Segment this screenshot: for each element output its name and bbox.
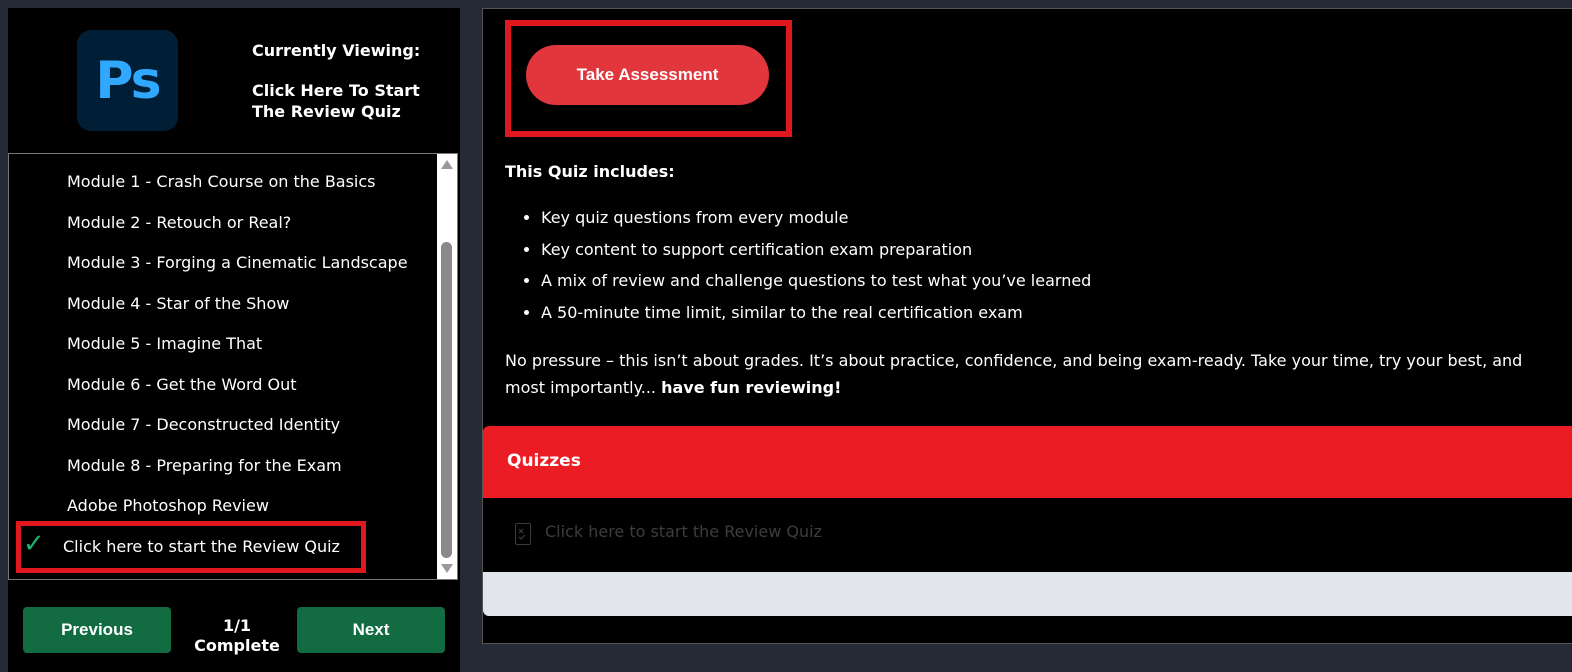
photoshop-logo-icon [77, 30, 178, 131]
module-list-scrollbar[interactable] [437, 154, 457, 579]
progress-status: Complete [194, 636, 280, 655]
list-item: • Key content to support certification exam preparation [541, 240, 1091, 272]
quiz-description [505, 347, 1565, 401]
sidebar-header [8, 8, 460, 153]
progress-count: 1/1 [222, 616, 252, 635]
quiz-list-footer [483, 572, 1572, 616]
description-text: No pressure – this isn’t about grades. It’s about practice, confidence, and being exam-ready. Take your time, try your best, and most importantly... [505, 351, 1523, 397]
module-item-3[interactable]: Module 3 - Forging a Cinematic Landscape [67, 253, 408, 272]
current-lesson-title: Click Here To Start The Review Quiz [252, 81, 420, 121]
scroll-up-arrow-icon[interactable] [441, 160, 453, 169]
currently-viewing-label: Currently Viewing: [252, 41, 421, 60]
module-item-6[interactable]: Module 6 - Get the Word Out [67, 375, 297, 394]
module-item-1[interactable]: Module 1 - Crash Course on the Basics [67, 172, 376, 191]
scroll-thumb[interactable] [441, 242, 452, 558]
checkmark-icon: ✓ [23, 529, 45, 559]
content-panel [482, 8, 1572, 644]
module-item-4[interactable]: Module 4 - Star of the Show [67, 294, 290, 313]
scroll-down-arrow-icon[interactable] [441, 564, 453, 573]
quiz-includes-heading: This Quiz includes: [505, 162, 675, 181]
module-item-review[interactable]: Adobe Photoshop Review [67, 496, 269, 515]
module-item-review-quiz[interactable]: Click here to start the Review Quiz [63, 537, 340, 556]
module-item-2[interactable]: Module 2 - Retouch or Real? [67, 213, 292, 232]
list-item: • Key quiz questions from every module [541, 208, 1091, 240]
module-item-8[interactable]: Module 8 - Preparing for the Exam [67, 456, 342, 475]
quiz-features-list [505, 208, 1091, 334]
lesson-navigation [8, 582, 460, 672]
list-item: • A mix of review and challenge questions to test what you’ve learned [541, 271, 1091, 303]
list-item: • A 50-minute time limit, similar to the real certification exam [541, 303, 1091, 335]
quizzes-title: Quizzes [507, 451, 581, 471]
module-list [8, 153, 458, 580]
progress-indicator [178, 616, 296, 656]
description-emphasis: have fun reviewing! [661, 378, 842, 397]
take-assessment-button[interactable]: Take Assessment [526, 45, 769, 105]
logo-text: Ps [95, 50, 160, 111]
module-item-7[interactable]: Module 7 - Deconstructed Identity [67, 415, 341, 434]
quiz-item-label[interactable]: Click here to start the Review Quiz [545, 522, 822, 541]
quiz-list-item[interactable] [485, 498, 1572, 572]
quiz-document-icon [515, 523, 531, 545]
previous-button[interactable]: Previous [23, 607, 171, 653]
module-item-5[interactable]: Module 5 - Imagine That [67, 334, 263, 353]
next-button[interactable]: Next [297, 607, 445, 653]
course-sidebar [8, 8, 460, 672]
quizzes-section-header [483, 426, 1572, 498]
